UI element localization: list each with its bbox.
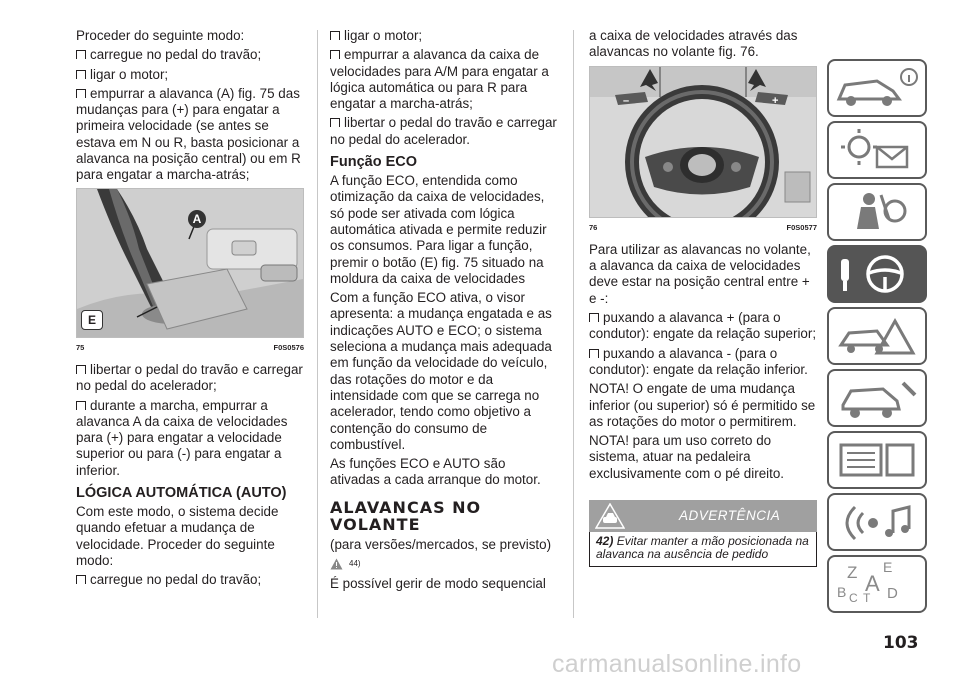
bullet-marker-icon bbox=[76, 89, 86, 98]
column-2 bbox=[330, 28, 558, 596]
warning-ref-number: 44) bbox=[349, 559, 361, 569]
paddles-paragraph: É possível gerir de modo sequencial bbox=[330, 576, 546, 592]
emergency-icon bbox=[829, 309, 925, 363]
bullet-text: empurrar a alavanca da caixa de velocidades para A/M para engatar a lógica automática ou para R para engatar a marcha-atrás; bbox=[330, 47, 549, 112]
bullet-marker-icon bbox=[76, 365, 86, 374]
bullet-item bbox=[76, 362, 304, 395]
section-heading-paddles: ALAVANCAS NO VOLANTE bbox=[330, 497, 482, 534]
gear-lever-illustration bbox=[77, 189, 303, 337]
figure-number: 75 bbox=[76, 342, 85, 352]
bullet-item bbox=[330, 115, 558, 148]
bullet-text: puxando a alavanca - (para o condutor): engate da relação inferior. bbox=[589, 345, 808, 377]
warning-reference bbox=[330, 556, 558, 572]
bullet-item bbox=[330, 28, 558, 44]
auto-paragraph: Com este modo, o sistema decide quando efetuar a mudança de velocidade. Proceder do seguinte modo: bbox=[76, 504, 279, 568]
column-divider bbox=[573, 30, 574, 618]
bullet-text: carregue no pedal do travão; bbox=[90, 572, 262, 588]
index-letter: T bbox=[863, 591, 871, 605]
figure-number: 76 bbox=[589, 222, 598, 232]
note-1: NOTA! O engate de uma mudança inferior (ou superior) só é permitido se as rotações do motor o permitirem. bbox=[589, 381, 816, 429]
bullet-item bbox=[76, 572, 304, 588]
figure-code: F0S0576 bbox=[273, 342, 304, 352]
page-number: 103 bbox=[883, 633, 919, 653]
figure-code: F0S0577 bbox=[786, 222, 817, 232]
index-letter: A bbox=[865, 571, 880, 596]
warning-car-icon bbox=[595, 503, 625, 529]
bullet-text: libertar o pedal do travão e carregar no pedal do acelerador. bbox=[330, 115, 557, 147]
tab-technical-data[interactable] bbox=[827, 431, 927, 489]
index-letter: E bbox=[883, 559, 893, 575]
eco-paragraph-1: A função ECO, entendida como otimização da caixa de velocidades, só pode ser ativada com lógica automática ativada e permite reduzir os consumos. Para ligar a função, premir o botão (E) fig. 75 situado na moldura da caixa de velocidades bbox=[330, 173, 547, 286]
bullet-item bbox=[589, 310, 817, 343]
car-info-icon bbox=[829, 61, 925, 115]
maintenance-icon bbox=[829, 371, 925, 425]
bullet-marker-icon bbox=[330, 118, 340, 127]
tab-dashboard-lights[interactable] bbox=[827, 121, 927, 179]
safety-airbag-icon bbox=[829, 185, 925, 239]
paddles-intro: a caixa de velocidades através das alavancas no volante fig. 76. bbox=[589, 28, 798, 60]
bullet-text: durante a marcha, empurrar a alavanca A da caixa de velocidades para (+) para engatar a velocidade superior ou para (-) para engatar a inferior. bbox=[76, 397, 288, 478]
bullet-item bbox=[76, 67, 304, 83]
index-letter: B bbox=[837, 584, 847, 600]
bullet-marker-icon bbox=[76, 401, 86, 410]
tab-starting-driving[interactable] bbox=[827, 245, 927, 303]
bullet-text: libertar o pedal do travão e carregar no pedal do acelerador; bbox=[76, 361, 303, 394]
bullet-marker-icon bbox=[76, 70, 86, 79]
figure-75-caption bbox=[76, 340, 304, 356]
bullet-item bbox=[76, 86, 304, 184]
column-1 bbox=[76, 28, 304, 592]
dashboard-lights-icon bbox=[829, 123, 925, 177]
intro-text: Proceder do seguinte modo: bbox=[76, 28, 245, 43]
eco-paragraph-3: As funções ECO e AUTO são ativadas a cada arranque do motor. bbox=[330, 456, 541, 488]
bullet-text: ligar o motor; bbox=[344, 28, 423, 43]
bullet-marker-icon bbox=[589, 313, 599, 322]
bullet-text: empurrar a alavanca (A) fig. 75 das mudanças para (+) para engatar a primeira velocidade (se antes se estava em N ou R, basta posicionar a alavanca na posição central) ou em R para engatar a marcha-atrás; bbox=[76, 85, 301, 183]
watermark: carmanualsonline.info bbox=[552, 650, 802, 678]
index-letter: Z bbox=[847, 563, 858, 582]
multimedia-icon bbox=[829, 495, 925, 549]
bullet-marker-icon bbox=[330, 31, 340, 40]
warning-title: ADVERTÊNCIA bbox=[679, 507, 781, 523]
figure-76-steering-paddles bbox=[589, 66, 817, 218]
steering-wheel-illustration bbox=[590, 67, 816, 217]
index-letter: D bbox=[887, 585, 898, 602]
label-a-badge: A bbox=[188, 210, 206, 228]
bullet-item bbox=[76, 398, 304, 479]
plus-paddle-label: + bbox=[772, 94, 779, 107]
starting-driving-icon bbox=[829, 247, 925, 301]
bullet-item bbox=[589, 346, 817, 379]
warning-box bbox=[589, 500, 817, 567]
tab-car-info[interactable] bbox=[827, 59, 927, 117]
warning-text: Evitar manter a mão posicionada na alavanca na ausência de pedido bbox=[596, 534, 809, 562]
tab-maintenance[interactable] bbox=[827, 369, 927, 427]
index-letter: C bbox=[849, 591, 858, 605]
tab-index[interactable] bbox=[827, 555, 927, 613]
bullet-text: carregue no pedal do travão; bbox=[90, 47, 262, 63]
tab-emergency[interactable] bbox=[827, 307, 927, 365]
note-2: NOTA! para um uso correto do sistema, atuar na pedaleira exclusivamente com o pé direito. bbox=[589, 433, 785, 481]
minus-paddle-label: – bbox=[623, 94, 630, 107]
warning-number: 42) bbox=[596, 534, 614, 549]
bullet-marker-icon bbox=[589, 349, 599, 358]
bullet-text: puxando a alavanca + (para o condutor): engate da relação superior; bbox=[589, 310, 817, 342]
figure-76-caption bbox=[589, 220, 817, 236]
column-3 bbox=[589, 28, 817, 567]
warning-body bbox=[589, 532, 817, 567]
section-heading-auto: LÓGICA AUTOMÁTICA (AUTO) bbox=[76, 485, 287, 502]
label-e-badge: E bbox=[81, 310, 103, 330]
column-divider bbox=[317, 30, 318, 618]
technical-data-icon bbox=[829, 433, 925, 487]
tab-safety[interactable] bbox=[827, 183, 927, 241]
figure-75-gear-lever bbox=[76, 188, 304, 338]
warning-header bbox=[589, 500, 817, 532]
bullet-marker-icon bbox=[76, 50, 86, 59]
tab-multimedia[interactable] bbox=[827, 493, 927, 551]
versions-note: (para versões/mercados, se previsto) bbox=[330, 536, 552, 552]
section-heading-eco: Função ECO bbox=[330, 154, 418, 171]
bullet-item bbox=[330, 47, 558, 112]
warning-triangle-icon bbox=[330, 558, 343, 570]
bullet-text: ligar o motor; bbox=[90, 66, 169, 82]
eco-paragraph-2: Com a função ECO ativa, o visor apresenta: a mudança engatada e as indicações AUTO e ECO; o sistema seleciona a mudança mais adequada em função da velocidade do veículo, das rotações do motor e da intensidade com que se carrega no acelerador, tendo como objetivo a contenção do consumo de combustível. bbox=[330, 290, 552, 452]
bullet-marker-icon bbox=[76, 575, 86, 584]
bullet-item bbox=[76, 47, 304, 63]
paddles-usage-paragraph: Para utilizar as alavancas no volante, a alavanca da caixa de velocidades deve estar na posição central entre + e -: bbox=[589, 241, 811, 306]
bullet-marker-icon bbox=[330, 50, 340, 59]
